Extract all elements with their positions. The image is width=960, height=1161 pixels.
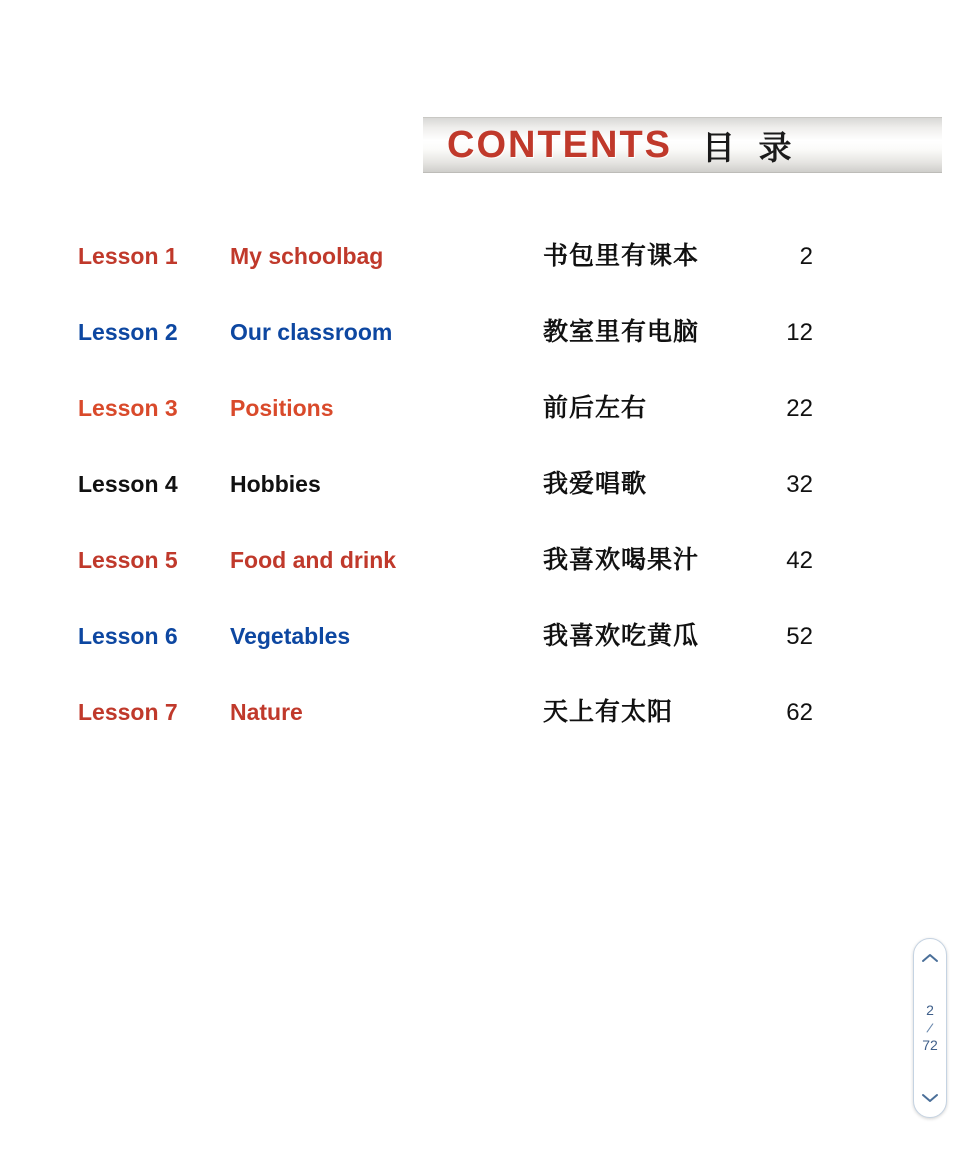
- lesson-title-cn: 我喜欢吃黄瓜: [543, 621, 700, 650]
- contents-banner: [423, 117, 942, 173]
- lesson-label: Lesson 3: [78, 395, 178, 421]
- lesson-title: Food and drink: [230, 547, 397, 573]
- contents-title-cn: 目 录: [702, 127, 798, 167]
- lesson-title-cn: 教室里有电脑: [543, 317, 700, 346]
- toc-row[interactable]: [78, 464, 838, 540]
- lesson-title: Hobbies: [230, 471, 321, 497]
- lesson-title-cn: 我爱唱歌: [543, 469, 648, 498]
- page-number: 52: [786, 623, 813, 650]
- page-number: 62: [786, 699, 813, 726]
- toc-row[interactable]: [78, 236, 838, 312]
- chevron-down-icon[interactable]: [919, 1087, 941, 1109]
- page-navigator[interactable]: [913, 938, 947, 1118]
- page-number: 22: [786, 395, 813, 422]
- lesson-title: Vegetables: [230, 623, 351, 649]
- toc-row[interactable]: [78, 692, 838, 768]
- lesson-label: Lesson 7: [78, 699, 178, 725]
- total-pages: 72: [922, 1037, 938, 1053]
- lesson-title: Nature: [230, 699, 303, 725]
- lesson-title-cn: 书包里有课本: [543, 241, 700, 270]
- toc-row[interactable]: [78, 388, 838, 464]
- lesson-label: Lesson 1: [78, 243, 178, 269]
- page-indicator: [922, 1001, 938, 1055]
- page-separator: /: [925, 1019, 935, 1037]
- page-number: 42: [786, 547, 813, 574]
- lesson-label: Lesson 4: [78, 471, 178, 497]
- lesson-label: Lesson 5: [78, 547, 178, 573]
- lesson-title: Our classroom: [230, 319, 393, 345]
- toc-row[interactable]: [78, 540, 838, 616]
- page-number: 12: [786, 319, 813, 346]
- toc-row[interactable]: [78, 312, 838, 388]
- lesson-title-cn: 前后左右: [543, 393, 648, 422]
- contents-title-en: CONTENTS: [447, 123, 672, 166]
- toc-row[interactable]: [78, 616, 838, 692]
- lesson-label: Lesson 2: [78, 319, 178, 345]
- chevron-up-icon[interactable]: [919, 947, 941, 969]
- lesson-title: My schoolbag: [230, 243, 384, 269]
- page-number: 2: [799, 243, 813, 270]
- lesson-title-cn: 我喜欢喝果汁: [543, 545, 700, 574]
- lesson-label: Lesson 6: [78, 623, 178, 649]
- lesson-title: Positions: [230, 395, 334, 421]
- lesson-title-cn: 天上有太阳: [543, 697, 674, 726]
- current-page: 2: [926, 1002, 934, 1018]
- page-number: 32: [786, 471, 813, 498]
- table-of-contents: [78, 236, 838, 768]
